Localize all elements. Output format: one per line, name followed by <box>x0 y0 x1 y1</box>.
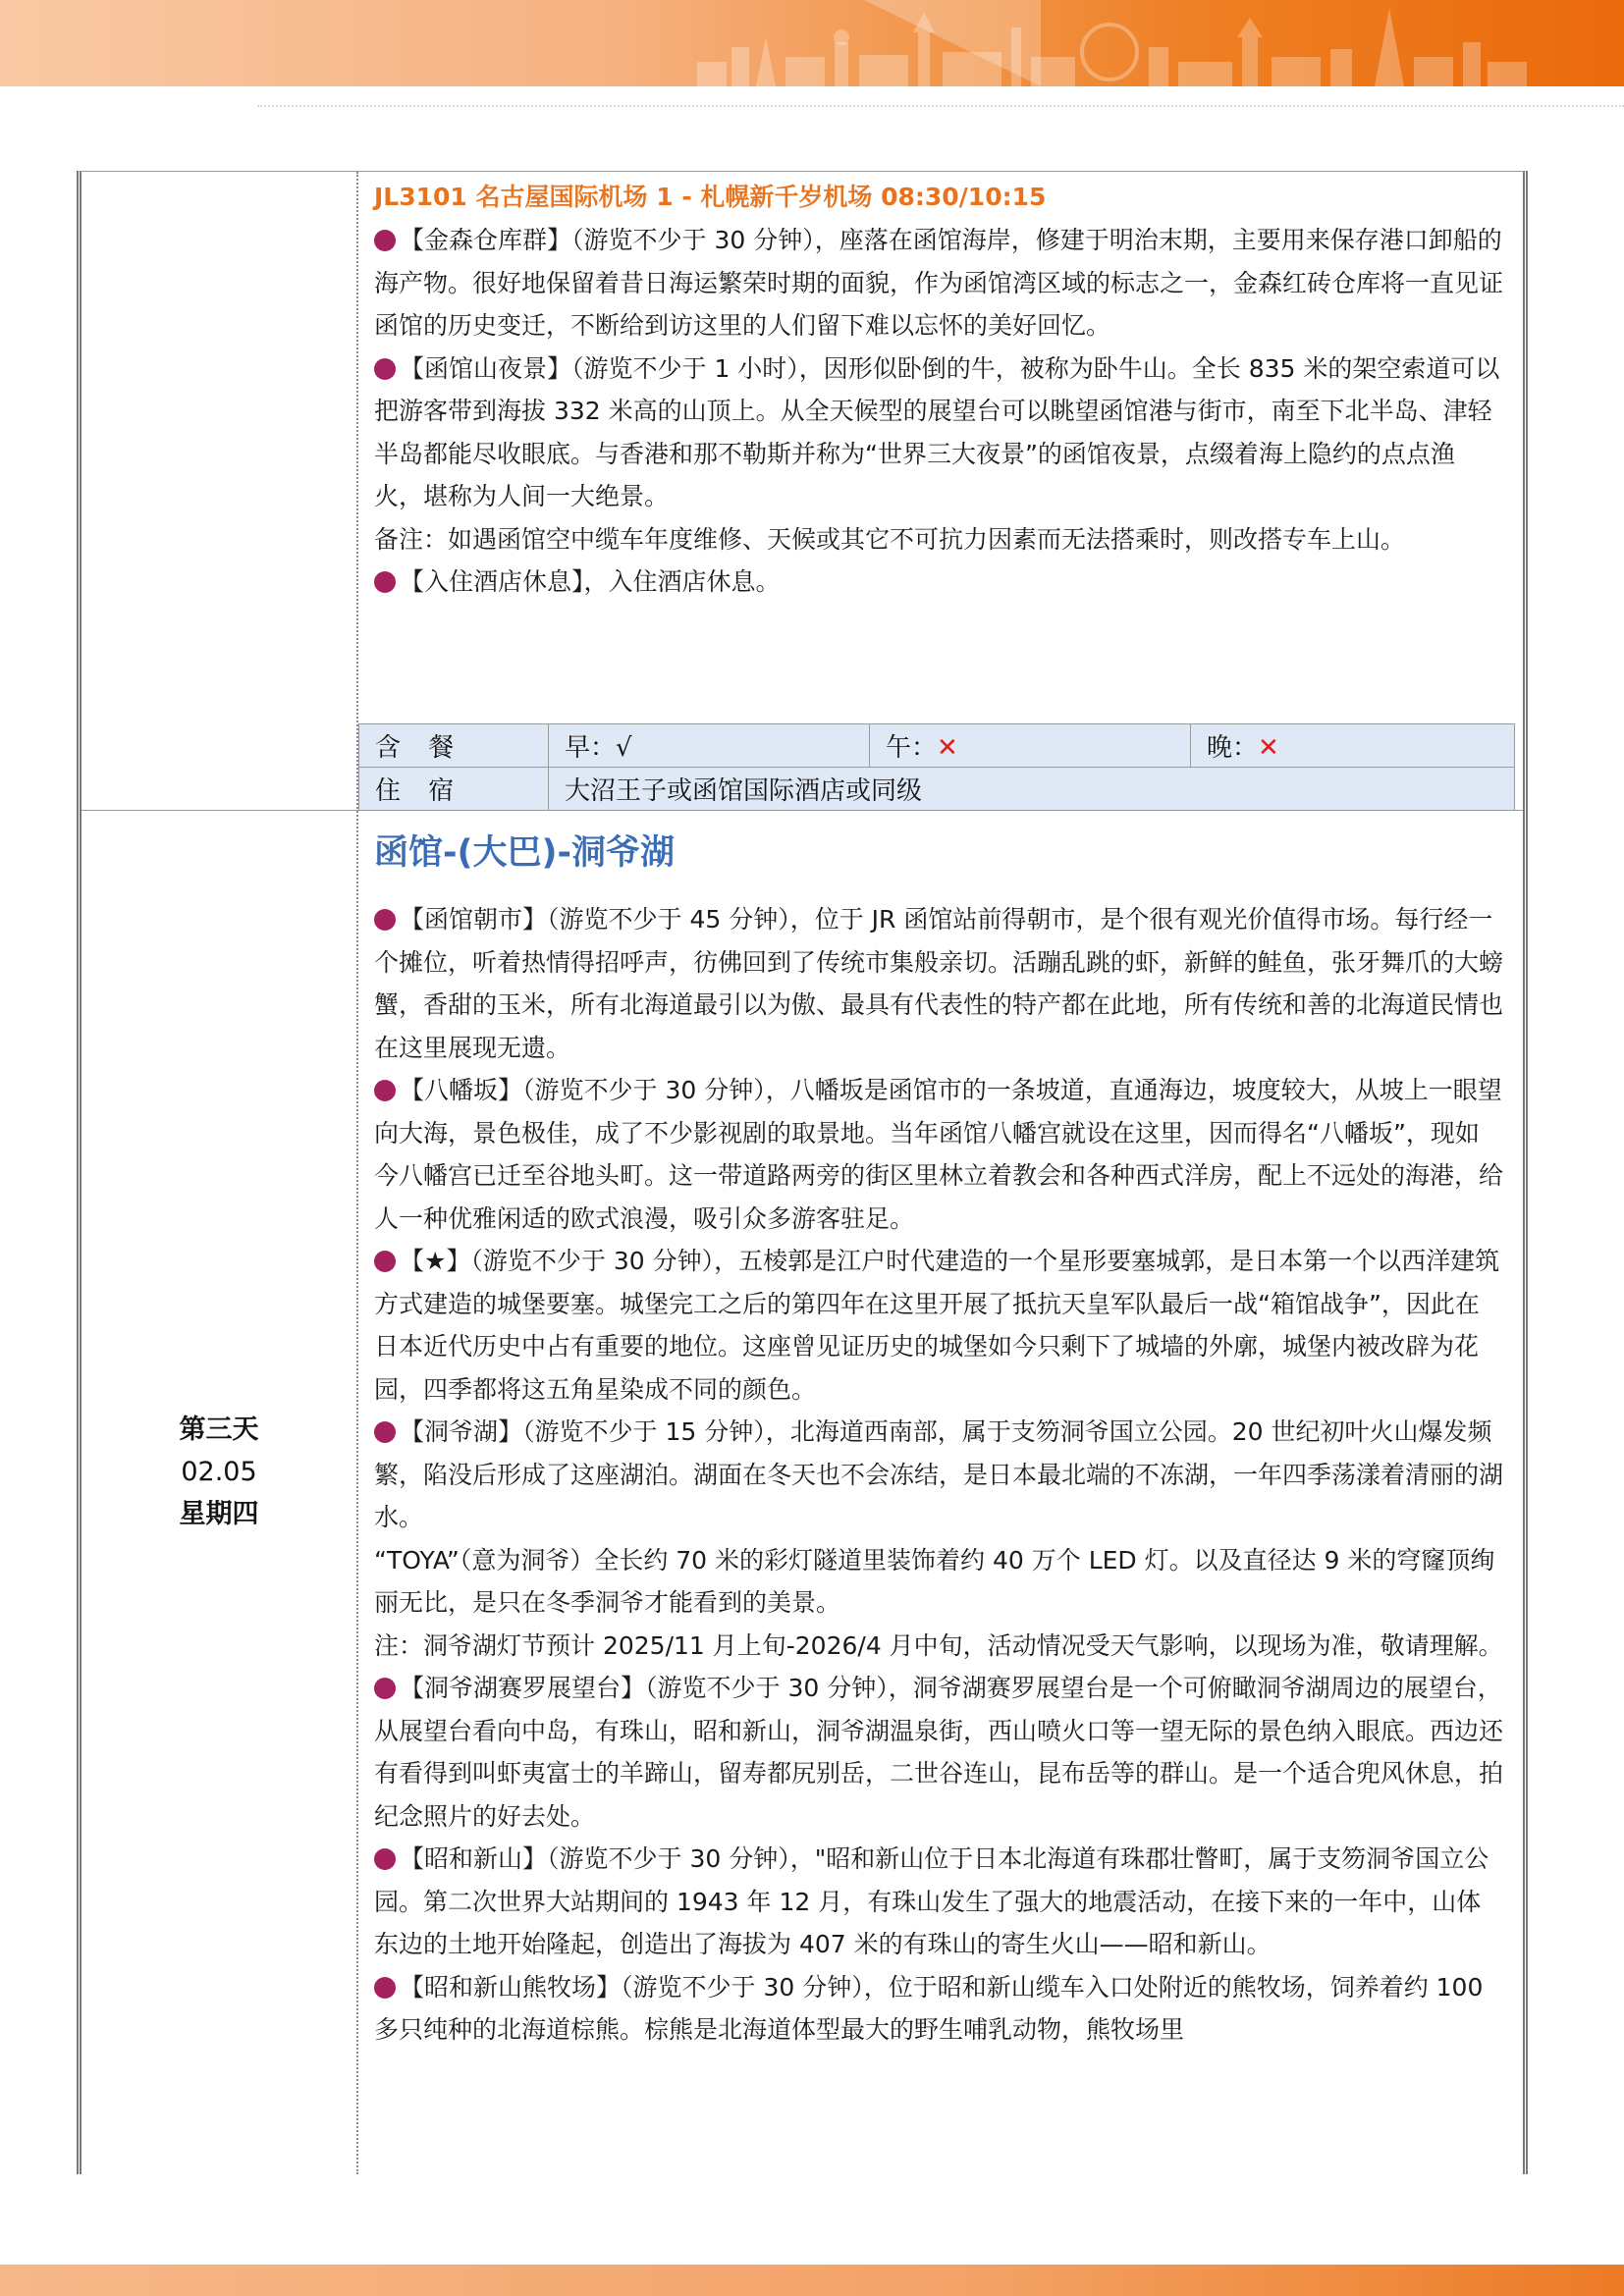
breakfast-cell: 早：√ <box>549 724 870 768</box>
hotel-label: 住 宿 <box>359 768 549 811</box>
dinner-cell: 晚：✕ <box>1191 724 1515 768</box>
hotel-row <box>359 768 1515 811</box>
note-text: 备注：如遇函馆空中缆车年度维修、天候或其它不可抗力因素而无法搭乘时，则改搭专车上山。 <box>374 524 1406 554</box>
day-label <box>81 1409 356 1535</box>
meal-hotel-table <box>358 723 1515 811</box>
header-divider <box>257 105 1624 107</box>
toya-info-text: “TOYA”（意为洞爷）全长约 70 米的彩灯隧道里装饰着约 40 万个 LED 灯。以及直径达 9 米的穹窿顶绚丽无比，是只在冬季洞爷才能看到的美景。 <box>374 1545 1495 1617</box>
check-icon: √ <box>616 733 632 763</box>
header-banner <box>0 0 1624 86</box>
day-separator <box>81 810 1523 811</box>
attraction-paragraph: 【八幡坂】（游览不少于 30 分钟），八幡坂是函馆市的一条坡道，直通海边，坡度较大，从坡上一眼望向大海，景色极佳，成了不少影视剧的取景地。当年函馆八幡宫就设在这里，因而得名“八幡坂”，现如今八幡宫已迁至谷地头町。这一带道路两旁的街区里林立着教会和各种西式洋房，配上不远处的海港，给人一种优雅闲适的欧式浪漫，吸引众多游客驻足。 <box>374 1076 1504 1233</box>
attraction-paragraph: 【入住酒店休息】，入住酒店休息。 <box>374 561 1503 604</box>
bullet-icon <box>374 1977 396 1999</box>
day-number: 第三天 <box>179 1415 259 1445</box>
attraction-paragraph: 【函馆山夜景】（游览不少于 1 小时），因形似卧倒的牛，被称为卧牛山。全长 835 米的架空索道可以把游客带到海拔 332 米高的山顶上。从全天候型的展望台可以眺望函馆港与街市，南至下北半岛、津轻半岛都能尽收眼底。与香港和那不勒斯并称为“世界三大夜景”的函馆夜景，点缀着海上隐约的点点渔火，堪称为人间一大绝景。 <box>374 353 1500 510</box>
footer-banner <box>0 2265 1624 2296</box>
bullet-icon <box>374 909 396 931</box>
meal-label: 含 餐 <box>359 724 549 768</box>
attraction-paragraph: 【★】（游览不少于 30 分钟），五棱郭是江户时代建造的一个星形要塞城郭，是日本第一个以西洋建筑方式建造的城堡要塞。城堡完工之后的第四年在这里开展了抵抗天皇军队最后一战“箱馆战争”，因此在日本近代历史中占有重要的地位。这座曾见证历史的城堡如今只剩下了城墙的外廓，城堡内被改辟为花园，四季都将这五角星染成不同的颜色。 <box>374 1247 1500 1404</box>
attraction-paragraph: 【昭和新山】（游览不少于 30 分钟），"昭和新山位于日本北海道有珠郡壮瞥町，属于支笏洞爷国立公园。第二次世界大站期间的 1943 年 12 月，有珠山发生了强大的地震活动，在接下来的一年中，山体东边的土地开始隆起，创造出了海拔为 407 米的有珠山的寄生火山——昭和新山。 <box>374 1844 1489 1958</box>
column-divider <box>356 172 358 2174</box>
itinerary-table <box>77 171 1528 2174</box>
route-title: 函馆-(大巴)-洞爷湖 <box>374 833 676 873</box>
note-text: 注：洞爷湖灯节预计 2025/11 月上旬-2026/4 月中旬，活动情况受天气影响，以现场为准，敬请理解。 <box>374 1630 1503 1660</box>
flight-info: JL3101 名古屋国际机场 1 - 札幌新千岁机场 08:30/10:15 <box>374 183 1047 211</box>
day-weekday: 星期四 <box>179 1499 259 1529</box>
hotel-name: 大沼王子或函馆国际酒店或同级 <box>549 768 1515 811</box>
bullet-icon <box>374 1421 396 1443</box>
day-date: 02.05 <box>181 1457 257 1487</box>
bullet-icon <box>374 1080 396 1101</box>
meal-row <box>359 724 1515 768</box>
attraction-paragraph: 【洞爷湖】（游览不少于 15 分钟），北海道西南部，属于支笏洞爷国立公园。20 世纪初叶火山爆发频繁，陷没后形成了这座湖泊。湖面在冬天也不会冻结，是日本最北端的不冻湖，一年四季荡漾着清丽的湖水。 <box>374 1417 1504 1531</box>
bullet-icon <box>374 230 396 251</box>
bullet-icon <box>374 1678 396 1699</box>
cross-icon: ✕ <box>937 733 958 763</box>
day3-content <box>374 898 1503 2052</box>
bullet-icon <box>374 1251 396 1272</box>
bullet-icon <box>374 358 396 380</box>
attraction-paragraph: 【洞爷湖赛罗展望台】（游览不少于 30 分钟），洞爷湖赛罗展望台是一个可俯瞰洞爷湖周边的展望台，从展望台看向中岛，有珠山，昭和新山，洞爷湖温泉街，西山喷火口等一望无际的景色纳入眼底。西边还有看得到叫虾夷富士的羊蹄山，留寿都尻别岳，二世谷连山，昆布岳等的群山。是一个适合兜风休息，拍纪念照片的好去处。 <box>374 1674 1504 1831</box>
bullet-icon <box>374 1848 396 1870</box>
bullet-icon <box>374 571 396 593</box>
attraction-paragraph: 【金森仓库群】（游览不少于 30 分钟），座落在函馆海岸，修建于明治末期，主要用来保存港口卸船的海产物。很好地保留着昔日海运繁荣时期的面貌，作为函馆湾区域的标志之一，金森红砖仓库将一直见证函馆的历史变迁，不断给到访这里的人们留下难以忘怀的美好回忆。 <box>374 226 1504 340</box>
lunch-cell: 午：✕ <box>870 724 1191 768</box>
city-skyline-icon <box>687 8 1532 86</box>
attraction-paragraph: 【昭和新山熊牧场】（游览不少于 30 分钟），位于昭和新山缆车入口处附近的熊牧场，饲养着约 100 多只纯种的北海道棕熊。棕熊是北海道体型最大的野生哺乳动物，熊牧场里 <box>374 1972 1484 2044</box>
attraction-paragraph: 【函馆朝市】（游览不少于 45 分钟），位于 JR 函馆站前得朝市，是个很有观光价值得市场。每行经一个摊位，听着热情得招呼声，彷佛回到了传统市集般亲切。活蹦乱跳的虾，新鲜的鲑鱼，张牙舞爪的大螃蟹，香甜的玉米，所有北海道最引以为傲、最具有代表性的特产都在此地，所有传统和善的北海道民情也在这里展现无遗。 <box>374 905 1504 1062</box>
day2-content <box>374 176 1503 604</box>
cross-icon: ✕ <box>1258 733 1279 763</box>
